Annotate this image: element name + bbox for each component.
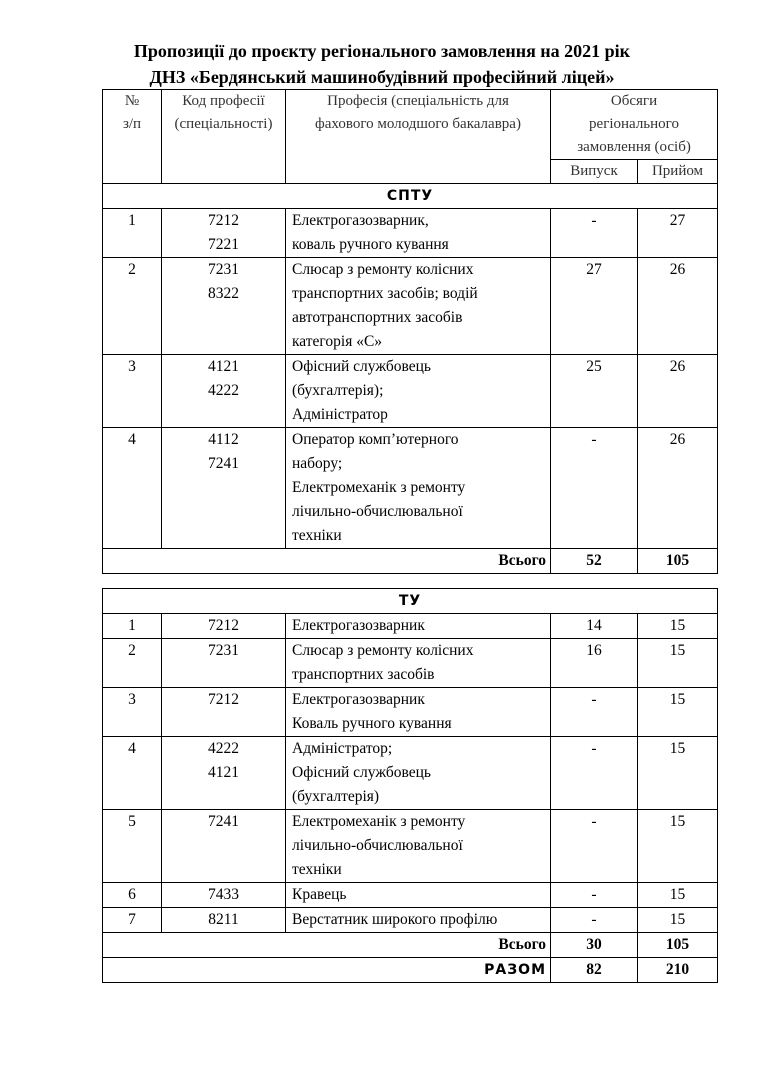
table-row	[103, 883, 718, 908]
row-release: -	[551, 428, 638, 549]
row-release: 16	[551, 639, 638, 688]
profession-code: 7221	[208, 236, 239, 253]
row-codes	[162, 258, 286, 355]
table-row	[103, 737, 718, 810]
sptu-rows	[103, 209, 718, 549]
row-number: 2	[103, 258, 162, 355]
row-number: 6	[103, 883, 162, 908]
row-number: 2	[103, 639, 162, 688]
table-row	[103, 614, 718, 639]
row-codes	[162, 355, 286, 428]
section-title: СПТУ	[103, 184, 718, 209]
total-release: 30	[551, 933, 638, 958]
total-row	[103, 549, 718, 574]
profession-line: набору;	[292, 455, 343, 472]
tu-table	[102, 588, 718, 983]
row-number: 1	[103, 614, 162, 639]
row-admission: 15	[638, 614, 718, 639]
row-codes	[162, 614, 286, 639]
title-line-2: ДНЗ «Бердянський машинобудівний професійний ліцей»	[149, 67, 615, 87]
row-number: 7	[103, 908, 162, 933]
row-release: -	[551, 883, 638, 908]
profession-line: транспортних засобів; водій	[292, 285, 478, 302]
row-codes	[162, 639, 286, 688]
header-profession-line: фахового молодшого бакалавра)	[315, 116, 521, 132]
row-number: 1	[103, 209, 162, 258]
section-row	[103, 184, 718, 209]
row-codes	[162, 737, 286, 810]
row-number: 5	[103, 810, 162, 883]
row-profession	[286, 908, 551, 933]
row-profession	[286, 883, 551, 908]
header-release: Випуск	[551, 160, 638, 184]
total-admission: 105	[638, 933, 718, 958]
row-admission: 15	[638, 810, 718, 883]
row-release: -	[551, 209, 638, 258]
profession-line: Слюсар з ремонту колісних	[292, 642, 474, 659]
profession-line: автотранспортних засобів	[292, 309, 463, 326]
profession-line: транспортних засобів	[292, 666, 435, 683]
profession-line: категорія «С»	[292, 333, 383, 350]
profession-line: лічильно-обчислювальної	[292, 503, 463, 520]
row-release: -	[551, 810, 638, 883]
profession-line: техніки	[292, 527, 342, 544]
header-num-line: з/п	[122, 116, 142, 132]
title-line-1: Пропозиції до проєкту регіонального замовлення на 2021 рік	[133, 41, 631, 61]
profession-line: Адміністратор	[292, 406, 388, 423]
header-code	[162, 90, 286, 184]
total-admission: 105	[638, 549, 718, 574]
row-release: 27	[551, 258, 638, 355]
row-number: 4	[103, 737, 162, 810]
document-title	[0, 38, 764, 90]
row-profession	[286, 614, 551, 639]
row-admission: 15	[638, 883, 718, 908]
row-admission: 15	[638, 908, 718, 933]
row-profession	[286, 428, 551, 549]
tu-rows	[103, 614, 718, 933]
row-number: 4	[103, 428, 162, 549]
header-num	[103, 90, 162, 184]
row-profession	[286, 209, 551, 258]
total-label: Всього	[103, 549, 551, 574]
table-row	[103, 688, 718, 737]
profession-line: Верстатник широкого профілю	[292, 911, 498, 928]
row-codes	[162, 908, 286, 933]
profession-line: Електрогазозварник	[292, 691, 425, 708]
profession-line: Адміністратор;	[292, 740, 393, 757]
header-num-line: №	[124, 93, 140, 109]
profession-code: 7212	[208, 691, 239, 708]
row-release: -	[551, 688, 638, 737]
header-volumes	[551, 90, 718, 160]
profession-line: Електрогазозварник,	[292, 212, 429, 229]
row-profession	[286, 688, 551, 737]
row-admission: 15	[638, 737, 718, 810]
sptu-table	[102, 89, 718, 574]
row-admission: 15	[638, 639, 718, 688]
table-row	[103, 428, 718, 549]
row-release: -	[551, 737, 638, 810]
profession-line: Коваль ручного кування	[292, 715, 452, 732]
row-admission: 26	[638, 355, 718, 428]
row-admission: 15	[638, 688, 718, 737]
profession-code: 7231	[208, 642, 239, 659]
total-release: 52	[551, 549, 638, 574]
header-admission: Прийом	[638, 160, 718, 184]
grand-total-release: 82	[551, 958, 638, 983]
row-codes	[162, 209, 286, 258]
row-admission: 26	[638, 428, 718, 549]
profession-line: Кравець	[292, 886, 347, 903]
row-number: 3	[103, 688, 162, 737]
profession-line: Офісний службовець	[292, 358, 431, 375]
profession-line: (бухгалтерія);	[292, 382, 384, 399]
row-admission: 26	[638, 258, 718, 355]
row-admission: 27	[638, 209, 718, 258]
header-code-line: (спеціальності)	[174, 116, 273, 132]
profession-code: 4222	[208, 382, 239, 399]
profession-code: 7433	[208, 886, 239, 903]
profession-code: 4112	[208, 431, 239, 448]
profession-line: техніки	[292, 861, 342, 878]
row-codes	[162, 428, 286, 549]
profession-code: 4222	[208, 740, 239, 757]
row-profession	[286, 737, 551, 810]
profession-code: 7212	[208, 617, 239, 634]
row-codes	[162, 688, 286, 737]
header-profession-line: Професія (спеціальність для	[327, 93, 509, 109]
grand-total-admission: 210	[638, 958, 718, 983]
table-row	[103, 639, 718, 688]
profession-line: Слюсар з ремонту колісних	[292, 261, 474, 278]
profession-line: Офісний службовець	[292, 764, 431, 781]
profession-code: 7241	[208, 455, 239, 472]
header-volumes-line: Обсяги	[610, 93, 658, 109]
header-code-line: Код професії	[182, 93, 265, 109]
profession-line: Електромеханік з ремонту	[292, 813, 466, 830]
profession-line: лічильно-обчислювальної	[292, 837, 463, 854]
row-release: -	[551, 908, 638, 933]
profession-code: 4121	[208, 358, 239, 375]
grand-total-label: РАЗОМ	[103, 958, 551, 983]
row-codes	[162, 883, 286, 908]
table-row	[103, 355, 718, 428]
row-release: 14	[551, 614, 638, 639]
total-label: Всього	[103, 933, 551, 958]
profession-code: 4121	[208, 764, 239, 781]
profession-line: Оператор комп’ютерного	[292, 431, 459, 448]
section-title: ТУ	[103, 589, 718, 614]
header-row	[103, 90, 718, 160]
total-row	[103, 933, 718, 958]
row-profession	[286, 355, 551, 428]
table-row	[103, 258, 718, 355]
profession-line: коваль ручного кування	[292, 236, 449, 253]
profession-line: Електромеханік з ремонту	[292, 479, 466, 496]
table-row	[103, 908, 718, 933]
row-codes	[162, 810, 286, 883]
row-release: 25	[551, 355, 638, 428]
profession-code: 7241	[208, 813, 239, 830]
profession-code: 7231	[208, 261, 239, 278]
table-row	[103, 810, 718, 883]
row-number: 3	[103, 355, 162, 428]
row-profession	[286, 639, 551, 688]
profession-code: 8322	[208, 285, 239, 302]
header-profession	[286, 90, 551, 184]
row-profession	[286, 810, 551, 883]
header-volumes-line: замовлення (осіб)	[577, 139, 691, 155]
header-volumes-line: регіонального	[589, 116, 679, 132]
row-profession	[286, 258, 551, 355]
profession-line: Електрогазозварник	[292, 617, 425, 634]
profession-code: 7212	[208, 212, 239, 229]
profession-code: 8211	[208, 911, 239, 928]
grand-total-row	[103, 958, 718, 983]
profession-line: (бухгалтерія)	[292, 788, 380, 805]
table-row	[103, 209, 718, 258]
section-row	[103, 589, 718, 614]
